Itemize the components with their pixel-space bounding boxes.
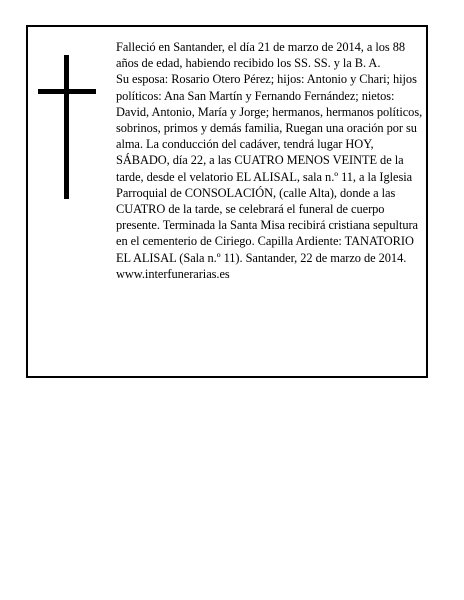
obituary-notice-frame [26,25,428,378]
cross-horizontal-bar [38,89,96,94]
obituary-text-block [116,39,428,282]
death-announcement-paragraph: Falleció en Santander, el día 21 de marzo de 2014, a los 88 años de edad, habiendo recibido los SS. SS. y la B. A. [116,40,406,71]
cross-vertical-bar [64,55,69,199]
family-and-funeral-paragraph: Su esposa: Rosario Otero Pérez; hijos: Antonio y Chari; hijos políticos: Ana San Martín y Fernando Fernández; nietos: David, Antonio, María y Jorge; hermanos, hermanos políticos, sobrinos, primos y demás familia, Ruegan una oración por su alma. La conducción del cadáver, tendrá lugar HOY, SÁBADO, día 22, a las CUATRO MENOS VEINTE de la tarde, desde el velatorio EL ALISAL, sala n.º 11, a la Iglesia Parroquial de CONSOLACIÓN, (calle Alta), donde a las CUATRO de la tarde, se celebrará el funeral de cuerpo presente. Terminada la Santa Misa recibirá cristiana sepultura en el cementerio de Ciriego. Capilla Ardiente: TANATORIO EL ALISAL (Sala n.º 11). Santander, 22 de marzo de 2014. www.interfunerarias.es [116,72,423,281]
latin-cross-icon [38,55,98,199]
